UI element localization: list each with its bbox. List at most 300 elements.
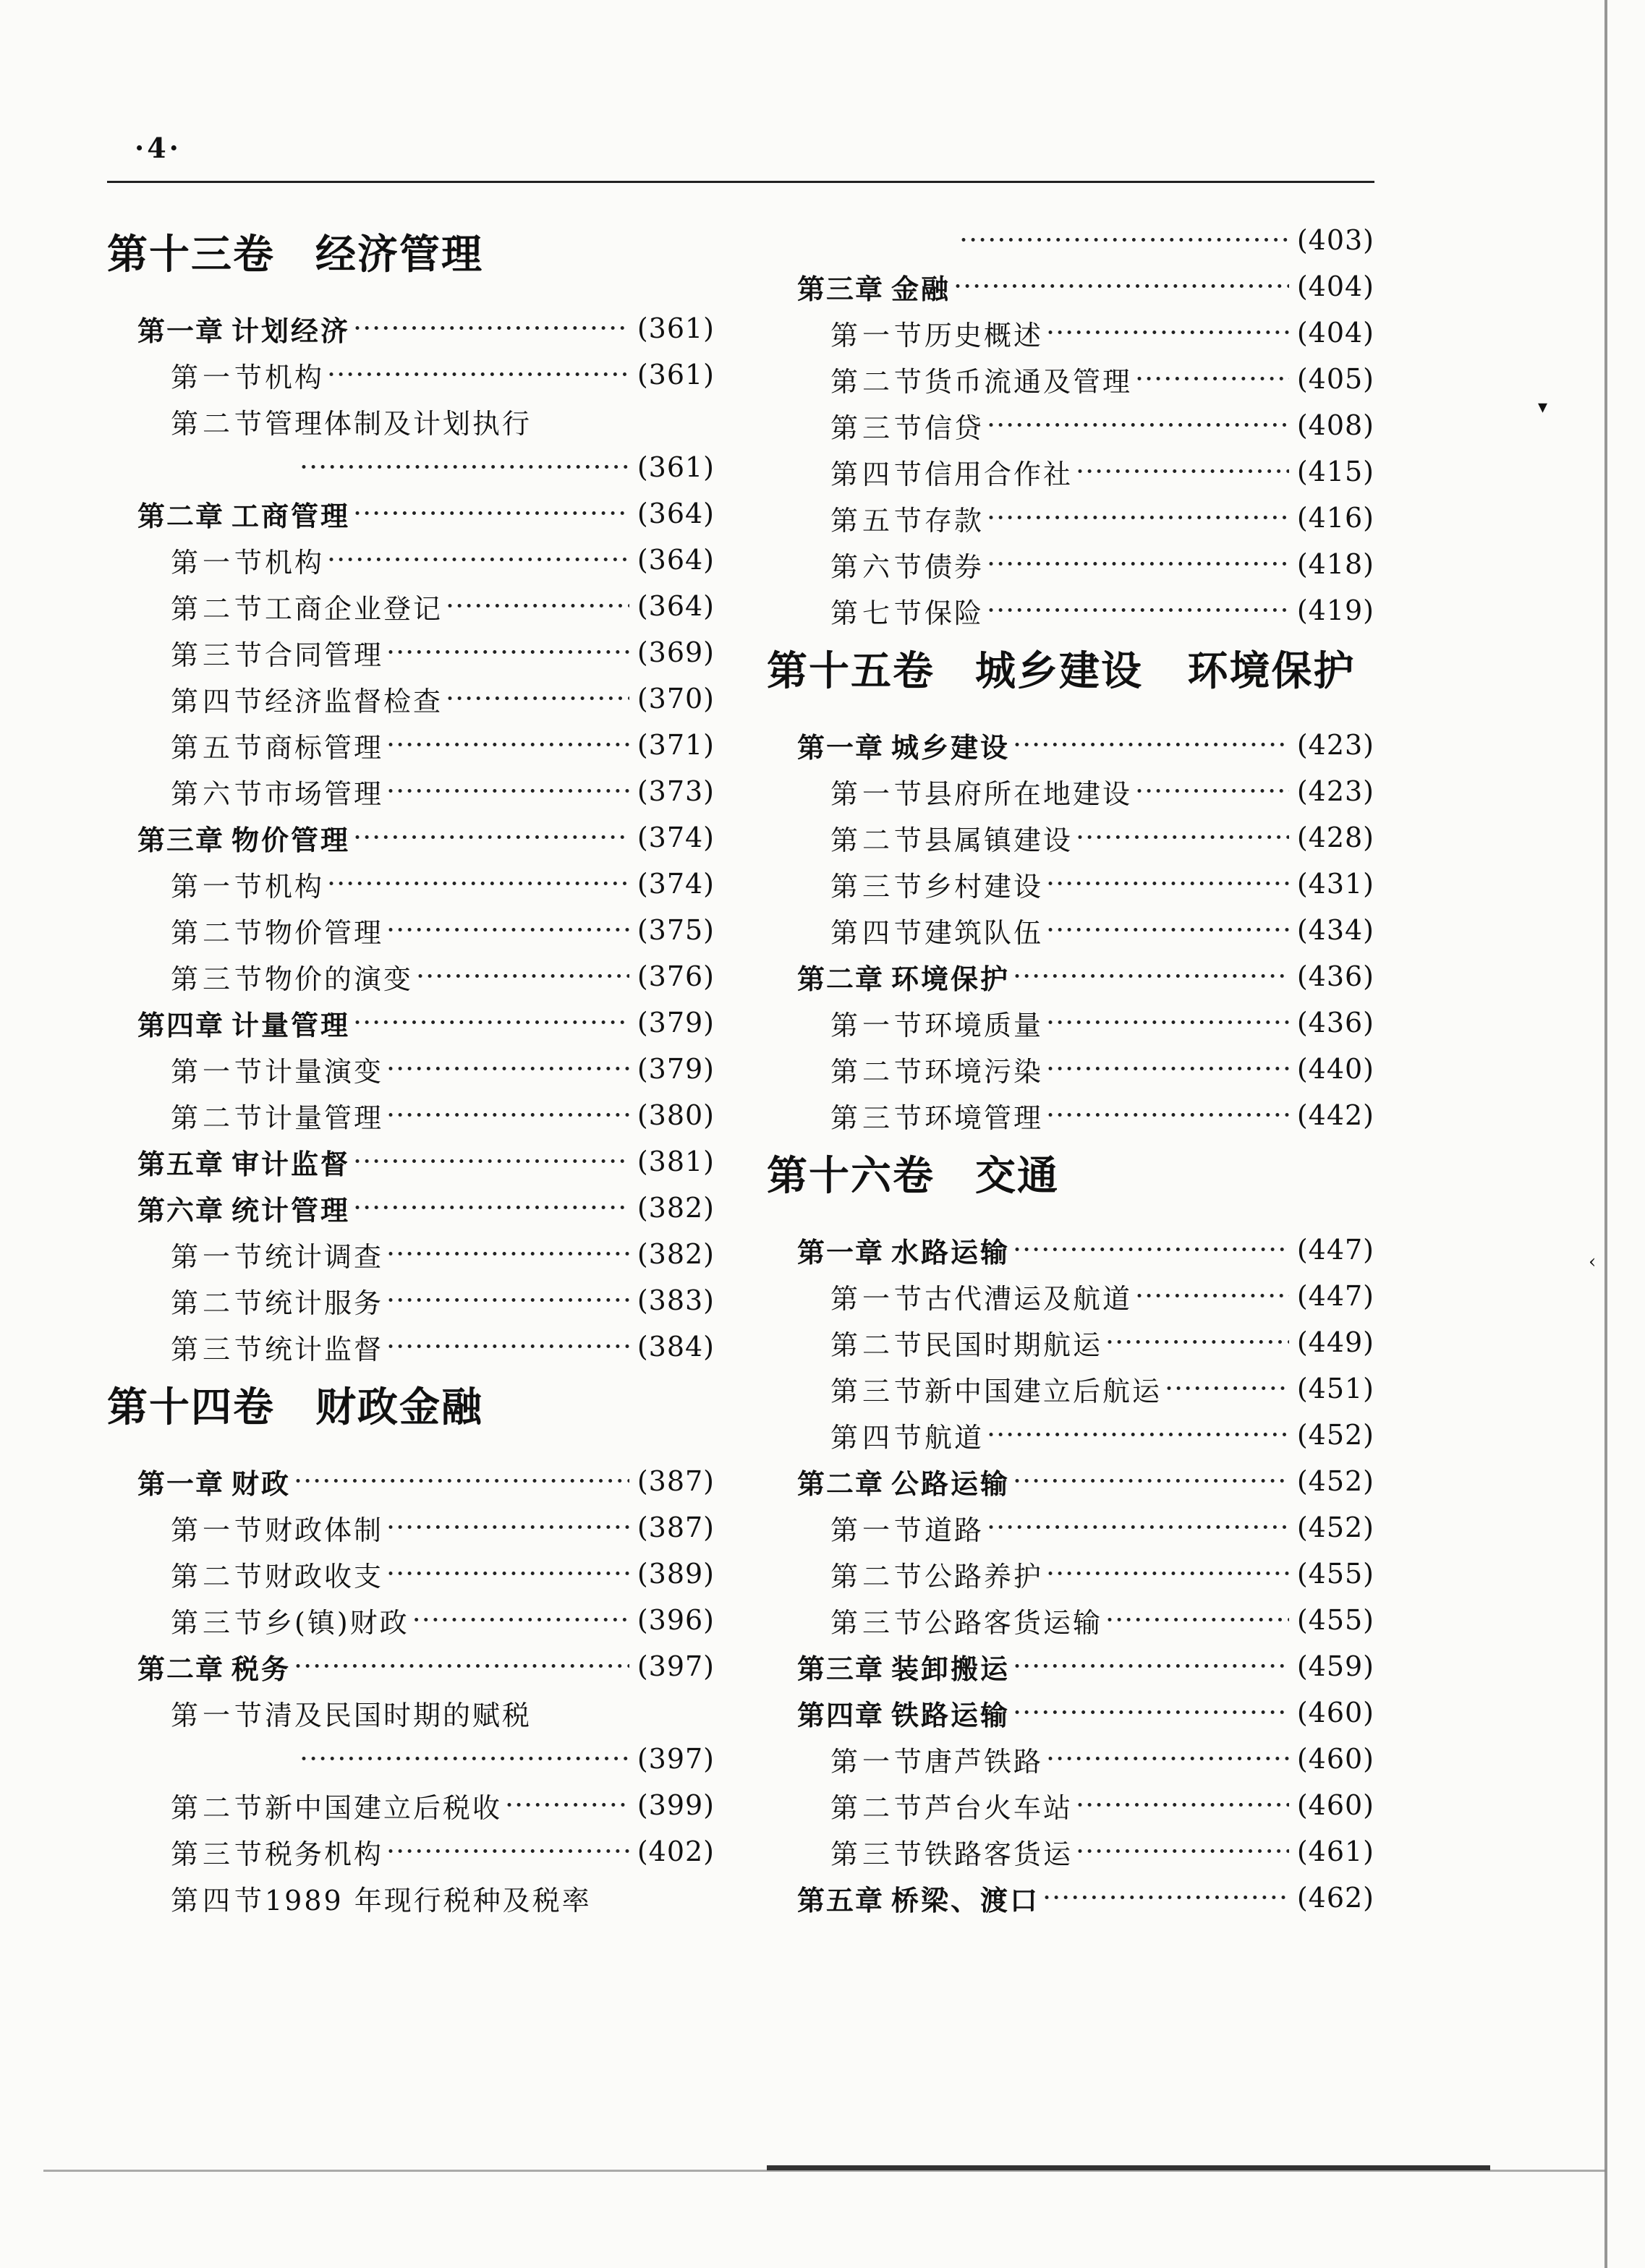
toc-section-row — [767, 999, 1374, 1046]
page-ref: (389) — [637, 1558, 715, 1590]
page-ref: (447) — [1296, 1280, 1374, 1312]
toc-section-row — [767, 310, 1374, 356]
section-title: 道路 — [924, 1514, 985, 1546]
page-ref: (447) — [1296, 1234, 1374, 1266]
dot-leader — [386, 1331, 629, 1363]
section-title: 统计监督 — [265, 1333, 384, 1365]
toc-chapter-row — [767, 1643, 1374, 1689]
section-number: 第二节 — [830, 824, 927, 856]
section-number: 第四节 — [830, 458, 927, 490]
chapter-number: 第三章 — [797, 273, 885, 305]
toc-section-row — [767, 907, 1374, 953]
section-title: 管理体制及计划执行 — [265, 407, 532, 440]
section-title: 古代漕运及航道 — [924, 1282, 1133, 1315]
section-number: 第三节 — [830, 870, 927, 903]
page-ref: (452) — [1296, 1465, 1374, 1497]
page-ref: (379) — [637, 1007, 715, 1039]
toc-section-row — [767, 1736, 1374, 1782]
section-number: 第二节 — [171, 592, 267, 625]
section-title: 税务机构 — [265, 1838, 384, 1870]
page-ref: (455) — [1296, 1604, 1374, 1636]
dot-leader — [327, 359, 629, 391]
section-title: 公路客货运输 — [924, 1606, 1103, 1639]
page-ref: (402) — [637, 1836, 715, 1867]
page-ref: (364) — [637, 590, 715, 622]
section-number: 第一节 — [171, 1514, 267, 1546]
page-ref: (434) — [1296, 914, 1374, 946]
chapter-number: 第六章 — [137, 1194, 225, 1227]
chapter-number: 第四章 — [137, 1009, 225, 1041]
section-number: 第五节 — [171, 731, 267, 764]
chapter-title: 水路运输 — [891, 1236, 1011, 1269]
page-ref: (379) — [637, 1053, 715, 1085]
dot-leader — [1013, 960, 1289, 992]
bottom-bar — [767, 2165, 1490, 2170]
section-number: 第一节 — [830, 1009, 927, 1041]
section-title: 乡(镇)财政 — [265, 1606, 409, 1639]
section-title: 铁路客货运 — [924, 1838, 1074, 1870]
section-title: 公路养护 — [924, 1560, 1044, 1593]
dot-leader — [987, 594, 1289, 626]
page-ref: (404) — [1296, 317, 1374, 349]
page-ref: (431) — [1296, 868, 1374, 900]
page-ref: (397) — [637, 1743, 715, 1775]
toc-section-row — [767, 1551, 1374, 1597]
section-title: 县府所在地建设 — [924, 777, 1133, 810]
dot-leader — [353, 1192, 629, 1224]
dot-leader — [987, 409, 1289, 441]
dot-leader — [1105, 1604, 1289, 1636]
toc-column-right — [767, 217, 1374, 1921]
dot-leader — [353, 822, 629, 853]
section-number: 第一节 — [171, 361, 267, 393]
volume-title: 财政金融 — [315, 1384, 483, 1431]
section-title: 环境质量 — [924, 1009, 1044, 1041]
section-title: 统计服务 — [265, 1287, 384, 1319]
toc-chapter-row — [767, 1458, 1374, 1504]
page-ref: (396) — [637, 1604, 715, 1636]
page-ref: (460) — [1296, 1789, 1374, 1821]
section-title: 新中国建立后税收 — [265, 1791, 503, 1824]
toc-section-row — [107, 1231, 715, 1277]
page-ref: (418) — [1296, 548, 1374, 580]
page-ref: (440) — [1296, 1053, 1374, 1085]
page-edge-line — [1604, 0, 1607, 2268]
section-number: 第二节 — [830, 1055, 927, 1088]
page-ref: (361) — [637, 451, 715, 483]
toc-section-row — [107, 1875, 715, 1921]
section-number: 第一节 — [171, 870, 267, 903]
dot-leader — [987, 502, 1289, 534]
section-title: 环境管理 — [924, 1101, 1044, 1134]
dot-leader — [1046, 868, 1289, 900]
toc-chapter-row — [107, 1643, 715, 1689]
page-ref: (404) — [1296, 270, 1374, 302]
dot-leader — [353, 312, 629, 344]
chapter-title: 公路运输 — [891, 1467, 1011, 1500]
section-title: 乡村建设 — [924, 870, 1044, 903]
page-number: ·4· — [135, 132, 182, 164]
dot-leader — [1165, 1373, 1289, 1404]
section-title: 历史概述 — [924, 319, 1044, 351]
toc-chapter-row — [767, 953, 1374, 999]
dot-leader — [505, 1789, 629, 1821]
dot-leader — [386, 1099, 629, 1131]
chapter-title: 财政 — [231, 1467, 292, 1500]
page-ref: (462) — [1296, 1882, 1374, 1914]
toc-section-row — [107, 398, 715, 444]
section-title: 信用合作社 — [924, 458, 1074, 490]
page-ref: (455) — [1296, 1558, 1374, 1590]
page-ref: (460) — [1296, 1697, 1374, 1728]
chapter-title: 税务 — [231, 1653, 292, 1685]
volume-title: 经济管理 — [315, 231, 483, 278]
section-title: 机构 — [265, 546, 325, 579]
section-number: 第六节 — [171, 777, 267, 810]
chapter-title: 物价管理 — [231, 824, 351, 856]
section-number: 第二节 — [171, 1560, 267, 1593]
dot-leader — [987, 548, 1289, 580]
chapter-number: 第五章 — [137, 1148, 225, 1180]
toc-chapter-row — [107, 999, 715, 1046]
toc-section-row — [767, 1828, 1374, 1875]
toc-section-row — [107, 583, 715, 629]
dot-leader — [1042, 1882, 1289, 1914]
page-ref: (403) — [1296, 224, 1374, 256]
page-ref: (459) — [1296, 1650, 1374, 1682]
section-number: 第二节 — [171, 407, 267, 440]
chapter-number: 第二章 — [797, 963, 885, 995]
toc-chapter-row — [107, 1185, 715, 1231]
section-number: 第四节 — [830, 916, 927, 949]
toc-section-row — [107, 1504, 715, 1551]
volume-heading — [107, 1370, 715, 1458]
section-title: 市场管理 — [265, 777, 384, 810]
toc-section-row — [767, 587, 1374, 634]
toc-chapter-row — [767, 1227, 1374, 1273]
toc-section-row — [107, 1046, 715, 1092]
section-number: 第一节 — [171, 1240, 267, 1273]
dot-leader — [386, 1284, 629, 1316]
chapter-number: 第四章 — [797, 1699, 885, 1731]
section-title: 债券 — [924, 550, 985, 583]
toc-section-row — [107, 1092, 715, 1138]
toc-chapter-row — [107, 490, 715, 537]
page-ref: (375) — [637, 914, 715, 946]
toc-section-row — [767, 1597, 1374, 1643]
section-title: 财政体制 — [265, 1514, 384, 1546]
section-number: 第一节 — [830, 1514, 927, 1546]
chapter-number: 第二章 — [797, 1467, 885, 1500]
toc-section-row — [107, 861, 715, 907]
dot-leader — [1046, 317, 1289, 349]
dot-leader — [299, 1743, 629, 1775]
dot-leader — [386, 914, 629, 946]
volume-title: 城乡建设 环境保护 — [975, 648, 1356, 695]
chapter-number: 第一章 — [797, 731, 885, 764]
section-number: 第三节 — [171, 963, 267, 995]
page-ref: (399) — [637, 1789, 715, 1821]
dot-leader — [1013, 729, 1289, 761]
toc-chapter-row — [767, 1875, 1374, 1921]
dot-leader — [386, 1836, 629, 1867]
section-title: 工商企业登记 — [265, 592, 443, 625]
section-title: 商标管理 — [265, 731, 384, 764]
section-number: 第三节 — [830, 1375, 927, 1407]
dot-leader — [386, 1053, 629, 1085]
toc-section-row — [767, 402, 1374, 448]
toc-section-row — [107, 768, 715, 814]
dot-leader — [327, 544, 629, 576]
section-title: 航道 — [924, 1421, 985, 1454]
dot-leader — [987, 1512, 1289, 1543]
chapter-number: 第五章 — [797, 1884, 885, 1917]
page-ref: (423) — [1296, 729, 1374, 761]
toc-section-row — [767, 1319, 1374, 1365]
page-ref: (415) — [1296, 456, 1374, 487]
section-title: 计量管理 — [265, 1101, 384, 1134]
toc-section-row — [107, 1323, 715, 1370]
section-number: 第四节 — [171, 1884, 267, 1917]
chapter-number: 第一章 — [137, 315, 225, 347]
dot-leader — [299, 451, 629, 483]
chapter-number: 第三章 — [137, 824, 225, 856]
section-number: 第一节 — [830, 1282, 927, 1315]
toc-section-row — [767, 541, 1374, 587]
header-rule — [107, 181, 1374, 183]
page-ref: (381) — [637, 1146, 715, 1177]
chapter-title: 桥梁、渡口 — [891, 1884, 1040, 1917]
section-number: 第三节 — [830, 1606, 927, 1639]
section-title: 合同管理 — [265, 639, 384, 671]
page-ref: (452) — [1296, 1512, 1374, 1543]
toc-section-row — [107, 1597, 715, 1643]
page-ref: (364) — [637, 544, 715, 576]
dot-leader — [1046, 1099, 1289, 1131]
toc-chapter-row — [107, 814, 715, 861]
toc-section-row — [107, 722, 715, 768]
section-title: 芦台火车站 — [924, 1791, 1074, 1824]
section-title: 新中国建立后航运 — [924, 1375, 1162, 1407]
dot-leader — [1013, 1697, 1289, 1728]
toc-section-row — [107, 1828, 715, 1875]
section-title: 机构 — [265, 870, 325, 903]
dot-leader — [446, 590, 629, 622]
page-ref: (380) — [637, 1099, 715, 1131]
chapter-title: 装卸搬运 — [891, 1653, 1011, 1685]
volume-number: 第十五卷 — [767, 648, 935, 695]
toc-continuation-row — [107, 444, 715, 490]
toc-chapter-row — [107, 1138, 715, 1185]
chapter-number: 第一章 — [797, 1236, 885, 1269]
section-number: 第三节 — [171, 1606, 267, 1639]
dot-leader — [1046, 1558, 1289, 1590]
section-number: 第四节 — [830, 1421, 927, 1454]
margin-tick-mark: ‹ — [1589, 1251, 1597, 1273]
page-ref: (442) — [1296, 1099, 1374, 1131]
toc-chapter-row — [767, 1689, 1374, 1736]
toc-section-row — [767, 448, 1374, 495]
section-title: 货币流通及管理 — [924, 365, 1133, 398]
toc-section-row — [767, 1504, 1374, 1551]
dot-leader — [1046, 1743, 1289, 1775]
page-ref: (383) — [637, 1284, 715, 1316]
dot-leader — [386, 775, 629, 807]
dot-leader — [1013, 1465, 1289, 1497]
dot-leader — [1135, 363, 1289, 395]
volume-number: 第十四卷 — [107, 1384, 275, 1431]
dot-leader — [416, 960, 629, 992]
volume-heading — [767, 634, 1374, 722]
section-number: 第三节 — [171, 639, 267, 671]
section-number: 第三节 — [830, 412, 927, 444]
page-ref: (419) — [1296, 594, 1374, 626]
toc-section-row — [107, 953, 715, 999]
section-title: 建筑队伍 — [924, 916, 1044, 949]
page-ref: (428) — [1296, 822, 1374, 853]
toc-section-row — [107, 351, 715, 398]
dot-leader — [327, 868, 629, 900]
dot-leader — [1046, 1053, 1289, 1085]
page-ref: (373) — [637, 775, 715, 807]
page-ref: (436) — [1296, 960, 1374, 992]
section-number: 第二节 — [830, 1560, 927, 1593]
dot-leader — [386, 729, 629, 761]
section-number: 第六节 — [830, 550, 927, 583]
chapter-title: 计量管理 — [231, 1009, 351, 1041]
page-ref: (361) — [637, 312, 715, 344]
section-number: 第五节 — [830, 504, 927, 537]
toc-section-row — [767, 1365, 1374, 1412]
toc-section-row — [107, 907, 715, 953]
toc-section-row — [767, 861, 1374, 907]
chapter-number: 第一章 — [137, 1467, 225, 1500]
section-number: 第二节 — [830, 1791, 927, 1824]
section-number: 第三节 — [171, 1838, 267, 1870]
section-number: 第七节 — [830, 597, 927, 629]
chapter-number: 第二章 — [137, 1653, 225, 1685]
page-ref: (451) — [1296, 1373, 1374, 1404]
chapter-title: 计划经济 — [231, 315, 351, 347]
section-title: 经济监督检查 — [265, 685, 443, 717]
chapter-title: 环境保护 — [891, 963, 1011, 995]
section-number: 第一节 — [830, 777, 927, 810]
dot-leader — [294, 1465, 629, 1497]
page-ref: (370) — [637, 683, 715, 715]
section-number: 第二节 — [830, 365, 927, 398]
section-title: 机构 — [265, 361, 325, 393]
toc-section-row — [767, 356, 1374, 402]
section-number: 第二节 — [171, 1287, 267, 1319]
toc-section-row — [767, 1092, 1374, 1138]
dot-leader — [1076, 1836, 1289, 1867]
section-number: 第二节 — [830, 1329, 927, 1361]
page-ref: (384) — [637, 1331, 715, 1363]
page-ref: (376) — [637, 960, 715, 992]
section-number: 第三节 — [171, 1333, 267, 1365]
volume-number: 第十六卷 — [767, 1153, 935, 1200]
section-title: 保险 — [924, 597, 985, 629]
dot-leader — [412, 1604, 629, 1636]
page-ref: (374) — [637, 868, 715, 900]
dot-leader — [1013, 1650, 1289, 1682]
dot-leader — [386, 1238, 629, 1270]
section-title: 存款 — [924, 504, 985, 537]
dot-leader — [1046, 914, 1289, 946]
chapter-title: 铁路运输 — [891, 1699, 1011, 1731]
page-ref: (436) — [1296, 1007, 1374, 1039]
page-ref: (405) — [1296, 363, 1374, 395]
dot-leader — [386, 1512, 629, 1543]
chapter-title: 审计监督 — [231, 1148, 351, 1180]
toc-column-left — [107, 217, 715, 1921]
dot-leader — [386, 1558, 629, 1590]
section-number: 第一节 — [171, 1699, 267, 1731]
dot-leader — [1105, 1326, 1289, 1358]
section-number: 第一节 — [171, 546, 267, 579]
section-title: 唐芦铁路 — [924, 1745, 1044, 1778]
dot-leader — [353, 498, 629, 529]
page-ref: (416) — [1296, 502, 1374, 534]
section-title: 财政收支 — [265, 1560, 384, 1593]
section-title: 县属镇建设 — [924, 824, 1074, 856]
margin-arrow-mark: ▾ — [1538, 396, 1548, 418]
chapter-title: 城乡建设 — [891, 731, 1011, 764]
section-title: 1989 年现行税种及税率 — [265, 1884, 592, 1917]
page-ref: (461) — [1296, 1836, 1374, 1867]
toc-section-row — [107, 629, 715, 675]
toc-section-row — [107, 1551, 715, 1597]
dot-leader — [446, 683, 629, 715]
page-ref: (387) — [637, 1512, 715, 1543]
page-ref: (397) — [637, 1650, 715, 1682]
section-title: 物价的演变 — [265, 963, 414, 995]
section-number: 第四节 — [171, 685, 267, 717]
dot-leader — [386, 636, 629, 668]
page-ref: (423) — [1296, 775, 1374, 807]
dot-leader — [1135, 775, 1289, 807]
section-title: 环境污染 — [924, 1055, 1044, 1088]
page-ref: (371) — [637, 729, 715, 761]
toc-section-row — [107, 537, 715, 583]
toc-section-row — [767, 1273, 1374, 1319]
chapter-number: 第三章 — [797, 1653, 885, 1685]
volume-number: 第十三卷 — [107, 231, 275, 278]
toc-section-row — [767, 814, 1374, 861]
toc-section-row — [767, 768, 1374, 814]
section-title: 民国时期航运 — [924, 1329, 1103, 1361]
section-number: 第一节 — [830, 319, 927, 351]
page-ref: (382) — [637, 1192, 715, 1224]
toc-section-row — [767, 1782, 1374, 1828]
page-ref: (382) — [637, 1238, 715, 1270]
toc-chapter-row — [107, 1458, 715, 1504]
volume-heading — [107, 217, 715, 305]
page-ref: (387) — [637, 1465, 715, 1497]
page-ref: (374) — [637, 822, 715, 853]
toc-section-row — [107, 1782, 715, 1828]
section-number: 第三节 — [830, 1838, 927, 1870]
toc-continuation-row — [767, 217, 1374, 263]
chapter-title: 工商管理 — [231, 500, 351, 532]
section-title: 物价管理 — [265, 916, 384, 949]
section-number: 第一节 — [830, 1745, 927, 1778]
toc-chapter-row — [107, 305, 715, 351]
toc-section-row — [107, 1689, 715, 1736]
page-ref: (369) — [637, 636, 715, 668]
toc-section-row — [767, 1412, 1374, 1458]
dot-leader — [353, 1007, 629, 1039]
